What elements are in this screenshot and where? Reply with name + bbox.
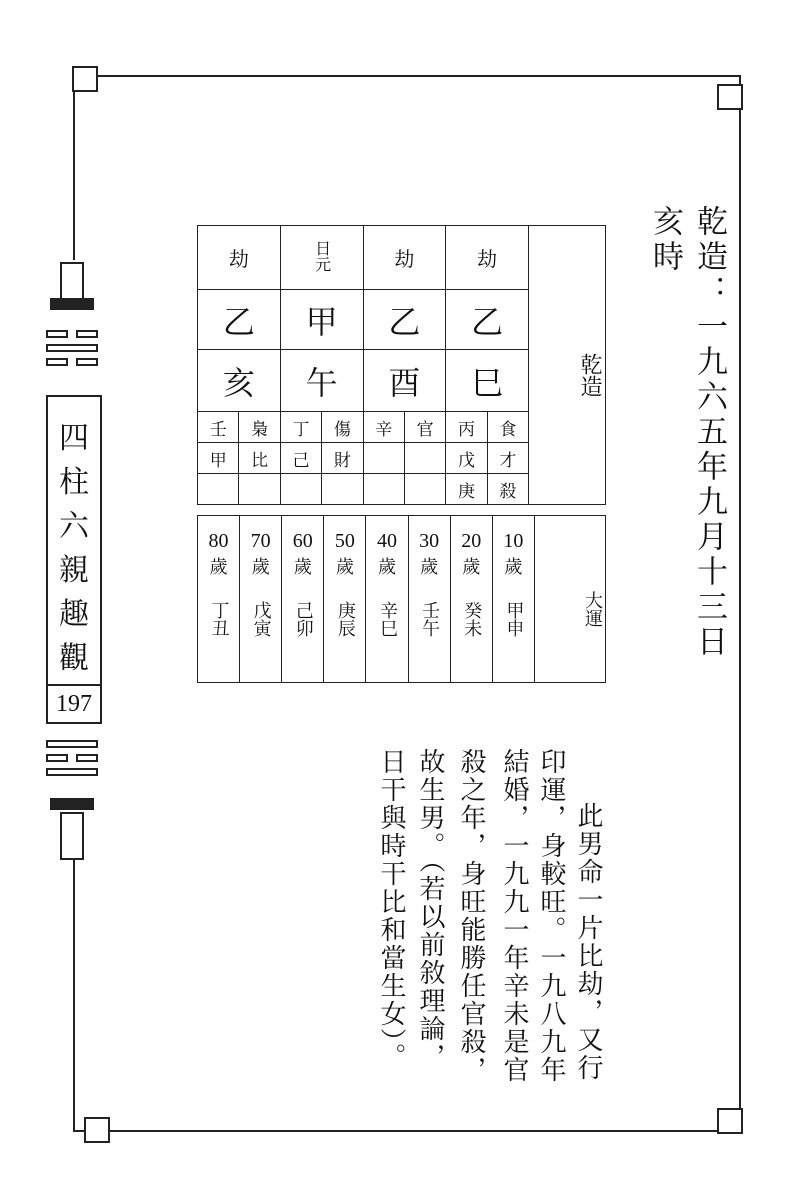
heavenly-stem: 乙 [363,290,446,350]
luck-stem-branch: 壬午 [419,601,441,637]
hidden-cell [322,474,363,505]
luck-pillar [366,516,408,683]
luck-age-unit: 歲 [209,557,228,578]
frame-corner-tl [72,66,98,92]
ten-god [280,226,363,290]
luck-pillar [324,516,366,683]
luck-pillar [240,516,282,683]
side-title-char: 觀 [59,641,89,676]
frame-corner-bl [84,1117,110,1143]
hidden-cell: 梟 [239,412,280,443]
chart-label: 乾造 [529,226,606,505]
ten-god: 劫 [446,226,529,290]
hidden-cell: 己 [280,443,321,474]
hidden-cell: 丁 [280,412,321,443]
luck-pillar [492,516,534,683]
luck-pillar [408,516,450,683]
hidden-cell [363,474,404,505]
luck-stem-branch: 甲申 [503,601,525,637]
hidden-cell: 殺 [487,474,528,505]
frame-corner-tr [717,84,743,110]
luck-age: 30 [419,530,440,552]
luck-age-unit: 歲 [377,557,396,578]
hidden-cell: 官 [404,412,445,443]
earthly-branch: 亥 [198,350,281,412]
ten-god: 劫 [363,226,446,290]
body-column: 此男命一片比劫，又行 [573,802,603,1082]
luck-stem-branch: 丁丑 [208,601,230,637]
luck-age-unit: 歲 [420,557,439,578]
hidden-cell [198,474,239,505]
luck-age: 20 [461,530,482,552]
hidden-cell: 食 [487,412,528,443]
luck-pillar [450,516,492,683]
earthly-branch: 午 [280,350,363,412]
side-title-char: 柱 [59,465,89,500]
body-column: 印運，身較旺。一九八九年 [536,748,566,1084]
body-column: 結婚，一九九一年辛未是官 [499,748,529,1084]
hidden-cell: 戊 [446,443,487,474]
luck-stem-branch: 戊寅 [250,601,272,637]
frame-corner-br [717,1108,743,1134]
earthly-branch: 巳 [446,350,529,412]
hidden-cell: 甲 [198,443,239,474]
hidden-cell: 辛 [363,412,404,443]
luck-age-unit: 歲 [504,557,523,578]
body-column: 故生男。（若以前敘理論， [415,748,445,1071]
luck-pillar [282,516,324,683]
chart-heading: 乾造：一九六五年九月十三日亥時 [647,205,727,660]
heavenly-stem: 乙 [198,290,281,350]
hidden-cell [280,474,321,505]
heavenly-stem: 乙 [446,290,529,350]
luck-age-unit: 歲 [335,557,354,578]
heavenly-stem: 甲 [280,290,363,350]
side-title-char: 四 [59,421,89,456]
luck-age: 70 [250,530,271,552]
luck-pillars [197,515,606,683]
luck-label: 大運 [534,516,605,683]
hidden-cell: 庚 [446,474,487,505]
hidden-cell [404,474,445,505]
luck-stem-branch: 辛巳 [376,601,398,637]
side-title-char: 親 [59,553,89,588]
luck-age: 80 [208,530,229,552]
luck-age: 50 [334,530,355,552]
day-master-label: 日元 [312,239,332,272]
luck-age-unit: 歲 [293,557,312,578]
luck-age-unit: 歲 [251,557,270,578]
hidden-cell [239,474,280,505]
luck-age: 60 [292,530,313,552]
luck-stem-branch: 己卯 [292,601,314,637]
luck-stem-branch: 庚辰 [334,601,356,637]
page-number: 197 [46,684,102,724]
side-title [46,395,102,707]
side-title-char: 六 [59,509,89,544]
hidden-cell: 比 [239,443,280,474]
hidden-cell [404,443,445,474]
hidden-cell: 才 [487,443,528,474]
body-column: 日干與時干比和當生女）。 [376,748,406,1071]
hidden-cell [363,443,404,474]
body-column: 殺之年，身旺能勝任官殺， [456,748,486,1084]
hidden-cell: 壬 [198,412,239,443]
ten-god: 劫 [198,226,281,290]
hidden-cell: 財 [322,443,363,474]
hidden-cell: 傷 [322,412,363,443]
earthly-branch: 酉 [363,350,446,412]
luck-age: 40 [376,530,397,552]
luck-age-unit: 歲 [462,557,481,578]
bazi-chart [197,225,606,505]
luck-stem-branch: 癸未 [461,601,483,637]
side-title-char: 趣 [59,597,89,632]
hidden-cell: 丙 [446,412,487,443]
luck-pillar [198,516,240,683]
luck-age: 10 [503,530,524,552]
